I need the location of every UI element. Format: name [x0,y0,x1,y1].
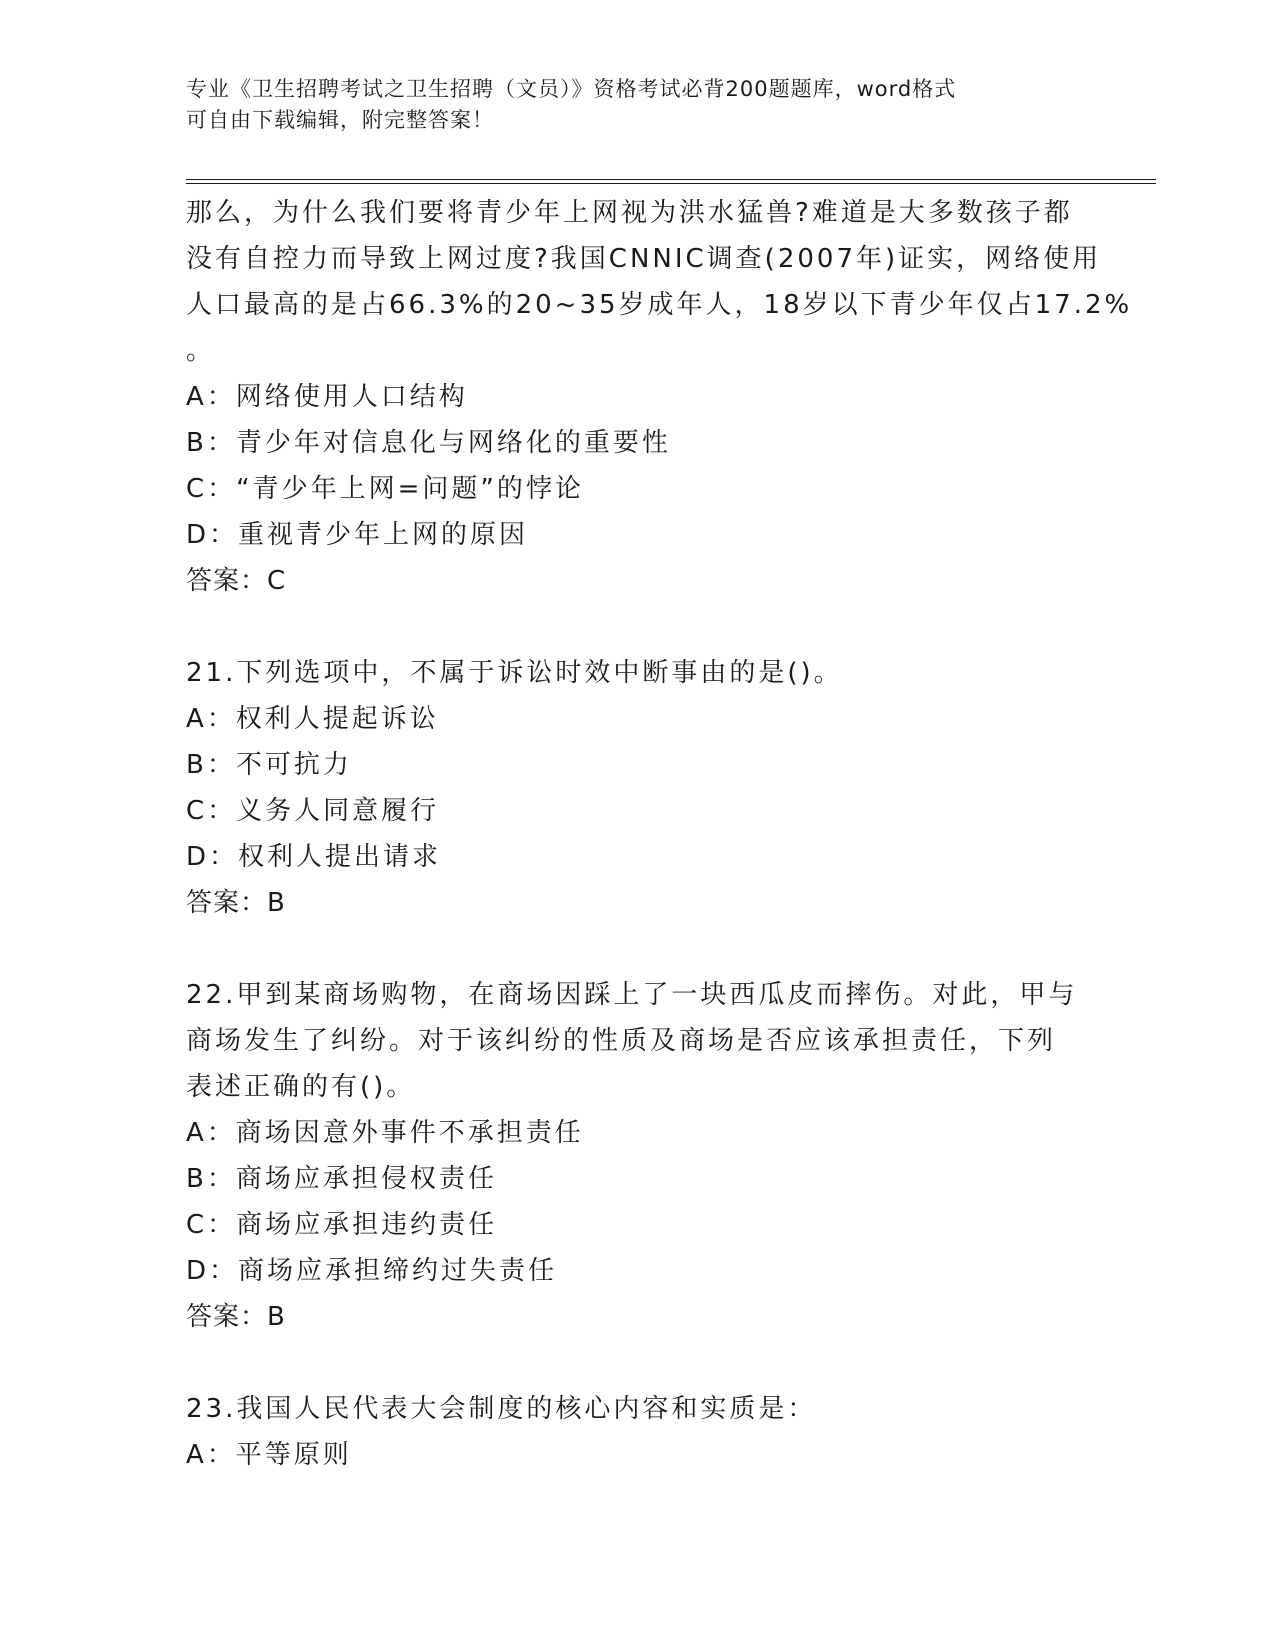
spacer [186,604,1086,650]
option-c: C：义务人同意履行 [186,796,440,826]
question-21 [186,650,1086,926]
answer-label: 答案：B [186,888,286,918]
question-stem-line: 没有自控力而导致上网过度?我国CNNIC调查(2007年)证实，网络使用 [186,244,1102,274]
question-stem-line: 商场发生了纠纷。对于该纠纷的性质及商场是否应该承担责任，下列 [186,1026,1057,1056]
option-b: B：青少年对信息化与网络化的重要性 [186,428,671,458]
option-a: A：商场因意外事件不承担责任 [186,1118,584,1148]
question-stem-line: 21.下列选项中，不属于诉讼时效中断事由的是()。 [186,658,843,688]
option-a: A：平等原则 [186,1440,352,1470]
question-22 [186,972,1086,1340]
option-c: C：“青少年上网=问题”的悖论 [186,474,584,504]
answer-label: 答案：B [186,1302,286,1332]
header-title-line-2: 可自由下载编辑，附完整答案！ [186,108,494,132]
spacer [186,926,1086,972]
option-d: D：权利人提出请求 [186,842,442,872]
question-stem-line: 23.我国人民代表大会制度的核心内容和实质是： [186,1394,817,1424]
option-c: C：商场应承担违约责任 [186,1210,498,1240]
question-20 [186,190,1133,604]
spacer [186,1340,1086,1386]
header-divider [186,179,1156,184]
header-title-line-1: 专业《卫生招聘考试之卫生招聘（文员）》资格考试必背200题题库，word格式 [186,77,957,101]
option-b: B：不可抗力 [186,750,352,780]
option-b: B：商场应承担侵权责任 [186,1164,497,1194]
option-d: D：重视青少年上网的原因 [186,520,529,550]
option-d: D：商场应承担缔约过失责任 [186,1256,558,1286]
option-a: A：网络使用人口结构 [186,382,468,412]
question-stem-line: 22.甲到某商场购物，在商场因踩上了一块西瓜皮而摔伤。对此，甲与 [186,980,1078,1010]
option-a: A：权利人提起诉讼 [186,704,439,734]
question-stem-line: 人口最高的是占66.3%的20~35岁成年人，18岁以下青少年仅占17.2% [186,290,1133,320]
question-stem-line: 。 [186,336,216,366]
question-stem-line: 那么，为什么我们要将青少年上网视为洪水猛兽?难道是大多数孩子都 [186,198,1073,228]
document-header [186,74,1086,136]
document-body [186,190,1133,1478]
question-23 [186,1386,1086,1478]
question-stem-line: 表述正确的有()。 [186,1072,416,1102]
answer-label: 答案：C [186,566,287,596]
